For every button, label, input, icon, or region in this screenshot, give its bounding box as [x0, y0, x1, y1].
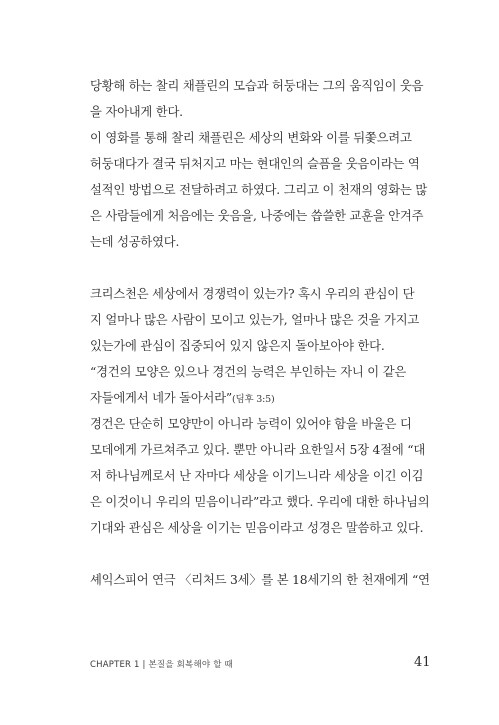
text-line: 설적인 방법으로 전달하려고 하였다. 그리고 이 천재의 영화는 많 [90, 183, 428, 197]
quote-line [90, 390, 430, 408]
text-line: 자들에게서 네가 돌아서라” [90, 391, 232, 405]
text-line: 모데에게 가르쳐주고 있다. 뿐만 아니라 요한일서 5장 4절에 “대 [90, 443, 426, 457]
chapter-footer: CHAPTER 1 | 본질을 회복해야 할 때 [90, 660, 233, 670]
page-number: 41 [414, 655, 431, 670]
text-line: 저 하나님께로서 난 자마다 세상을 이기느니라 세상을 이긴 이김 [90, 469, 424, 483]
text-line: 는데 성공하였다. [90, 235, 180, 249]
text-line: 허둥대다가 결국 뒤처지고 마는 현대인의 슬픔을 웃음이라는 역 [90, 157, 420, 171]
text-line: 당황해 하는 찰리 채플린의 모습과 허둥대는 그의 움직임이 웃음 [90, 79, 424, 93]
verse-reference: (딤후 3:5) [231, 394, 275, 405]
text-line: 기대와 관심은 세상을 이기는 믿음이라고 성경은 말씀하고 있다. [90, 521, 424, 535]
text-line: 이 영화를 통해 찰리 채플린은 세상의 변화와 이를 뒤쫓으려고 [90, 131, 412, 145]
text-line: 크리스천은 세상에서 경쟁력이 있는가? 혹시 우리의 관심이 단 [90, 287, 415, 301]
text-line: 지 얼마나 많은 사람이 모이고 있는가, 얼마나 많은 것을 가지고 [90, 313, 420, 327]
text-line: 셰익스피어 연극 〈리처드 3세〉를 본 18세기의 한 천재에게 “연 [90, 573, 430, 587]
text-line: 있는가에 관심이 집중되어 있지 않은지 돌아보아야 한다. [90, 339, 385, 353]
text-line: “경건의 모양은 있으나 경건의 능력은 부인하는 자니 이 같은 [90, 365, 407, 379]
text-line: 은 사람들에게 처음에는 웃음을, 나중에는 씁쓸한 교훈을 안겨주 [90, 209, 424, 223]
text-line: 은 이것이니 우리의 믿음이니라”라고 했다. 우리에 대한 하나님의 [90, 495, 430, 509]
text-line: 을 자아내게 한다. [90, 105, 183, 119]
text-line: 경건은 단순히 모양만이 아니라 능력이 있어야 함을 바울은 디 [90, 417, 412, 431]
